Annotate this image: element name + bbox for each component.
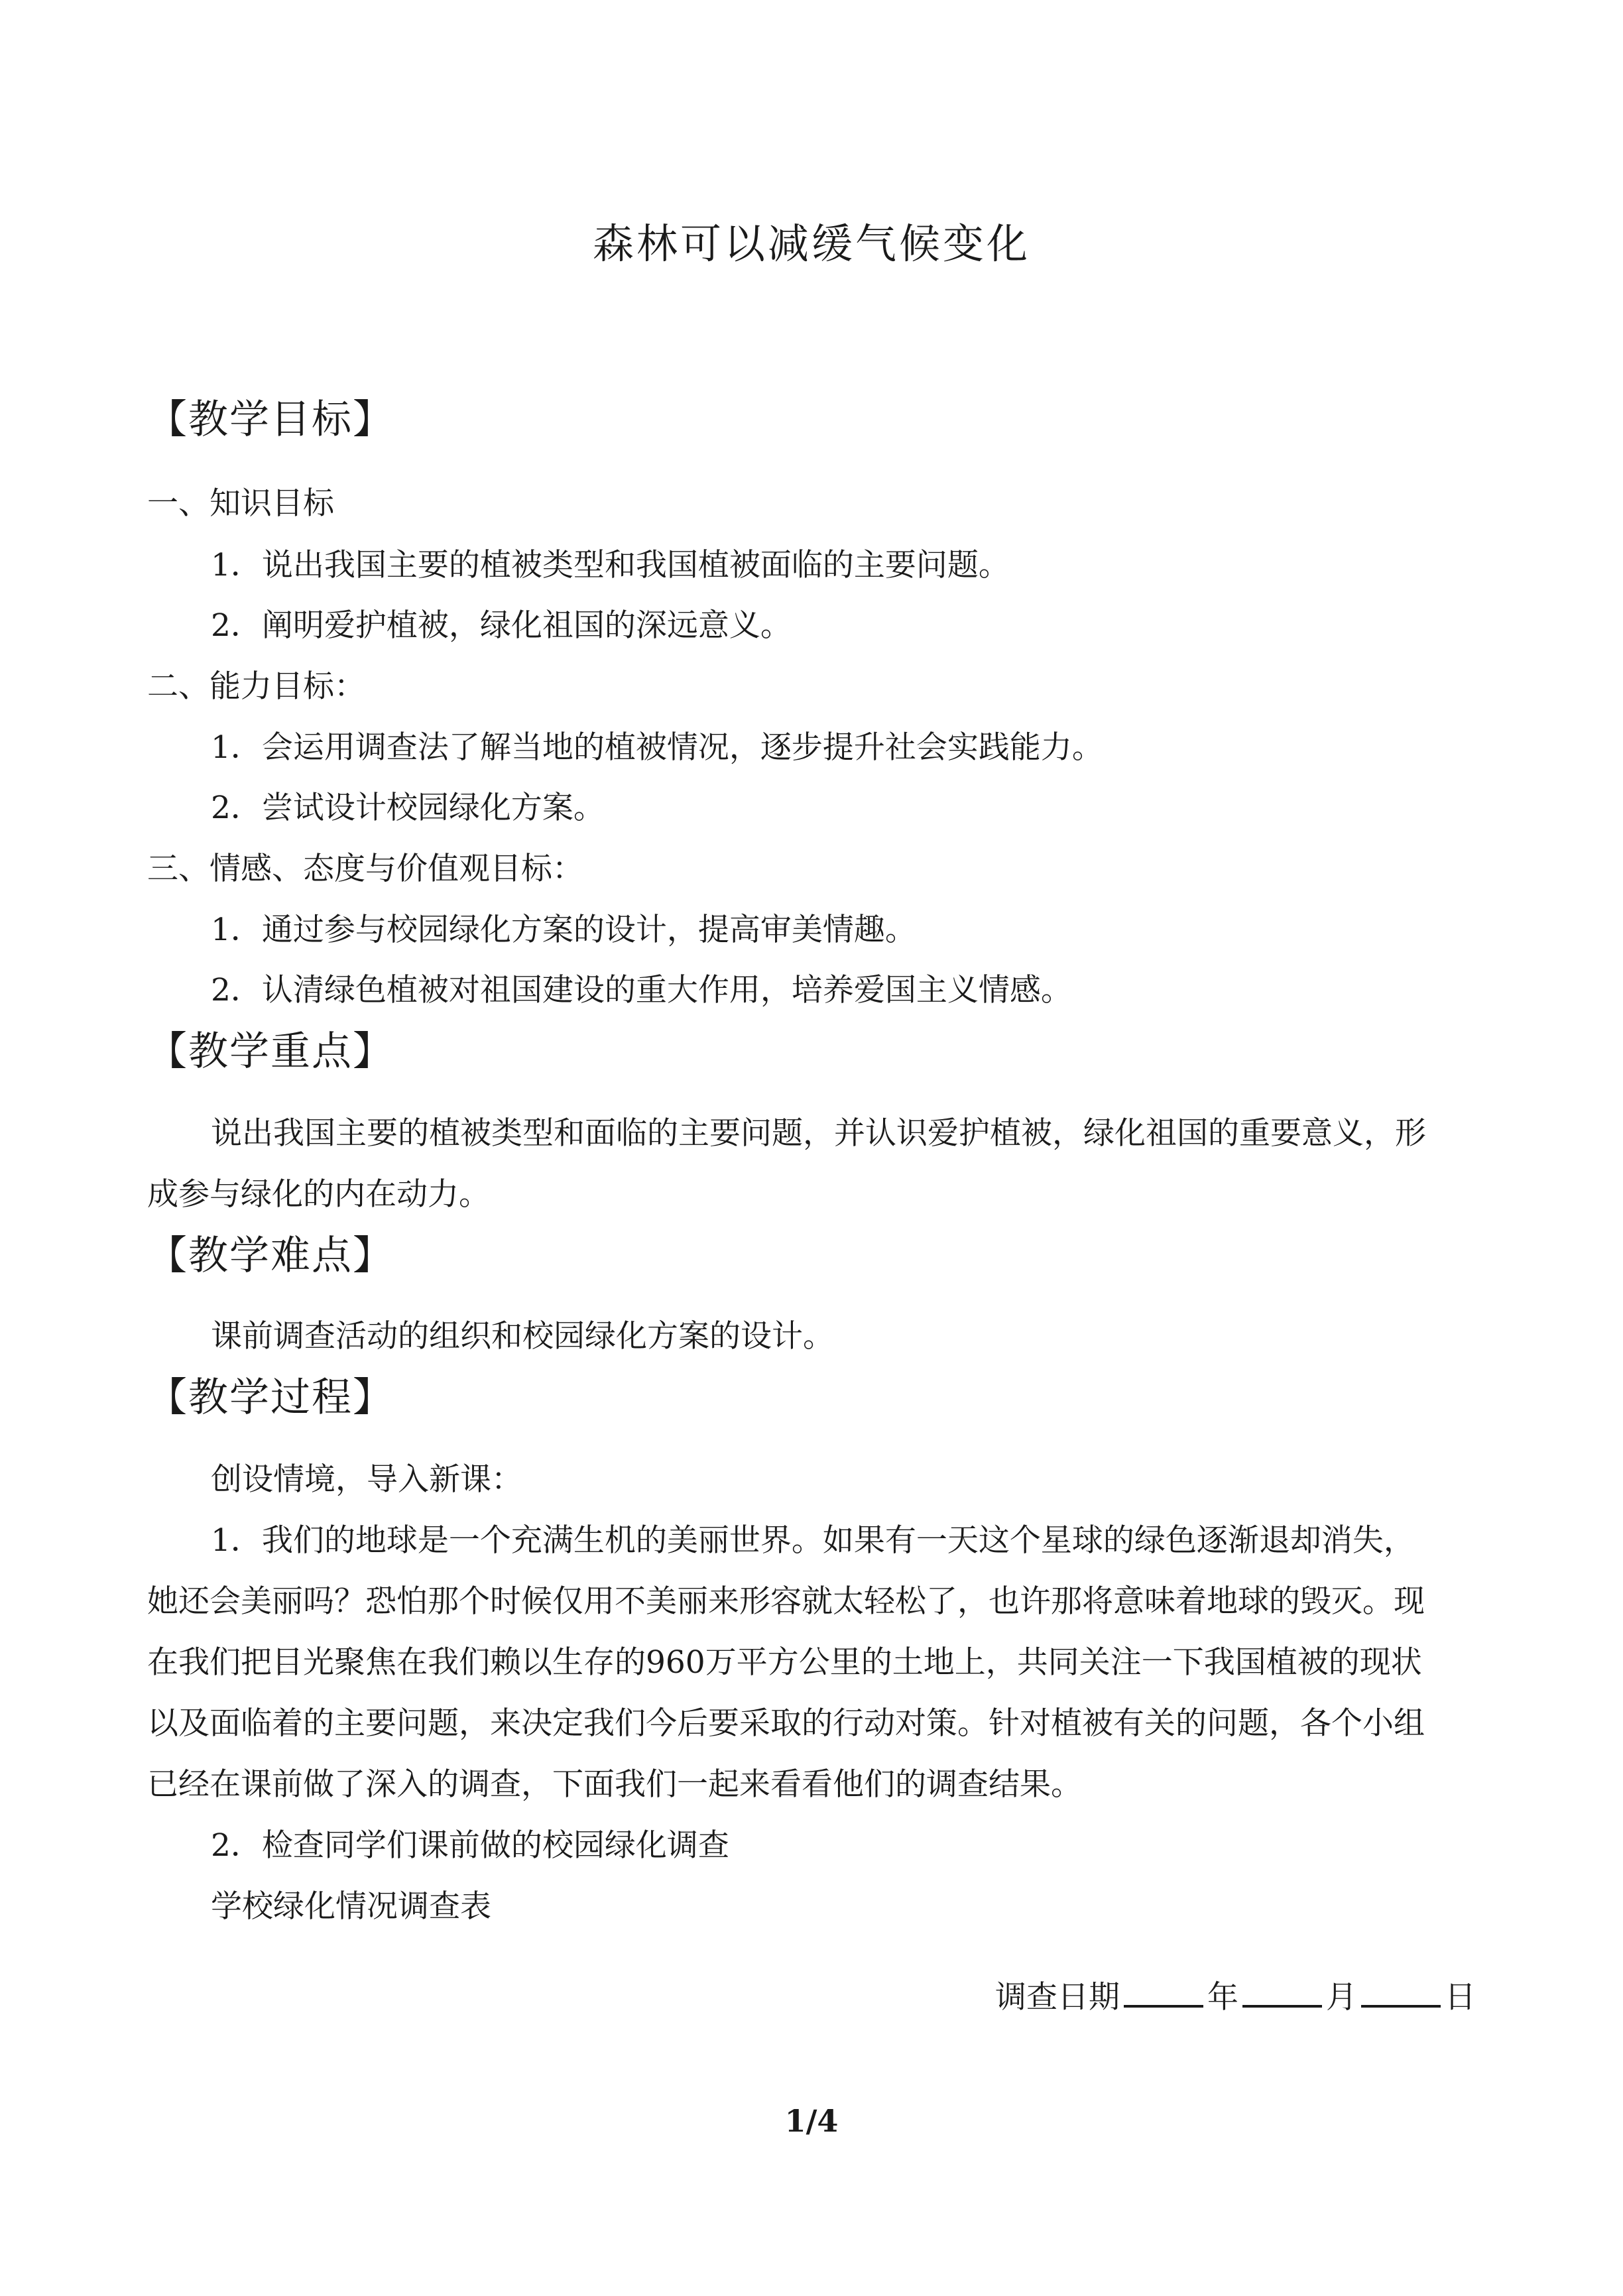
emotion-goal-1: 1．通过参与校园绿化方案的设计，提高审美情趣。: [211, 912, 916, 948]
month-label: 月: [1326, 1979, 1357, 2016]
survey-table-title: 学校绿化情况调查表: [211, 1888, 491, 1925]
ability-goal-2: 2．尝试设计校园绿化方案。: [211, 790, 605, 826]
day-blank[interactable]: [1361, 1978, 1441, 2008]
key-point-line-1: 说出我国主要的植被类型和面临的主要问题，并认识爱护植被，绿化祖国的重要意义，形: [211, 1115, 1426, 1152]
page-number: 1/4: [784, 2103, 839, 2139]
section-heading-difficult: 【教学难点】: [147, 1233, 394, 1279]
knowledge-goal-2: 2．阐明爱护植被，绿化祖国的深远意义。: [211, 607, 792, 644]
section-heading-goals: 【教学目标】: [147, 396, 394, 443]
section-heading-process: 【教学过程】: [147, 1374, 394, 1421]
key-point-line-2: 成参与绿化的内在动力。: [147, 1176, 490, 1213]
document-title: 森林可以减缓气候变化: [592, 219, 1030, 268]
knowledge-goal-heading: 一、知识目标: [147, 485, 334, 522]
year-label: 年: [1207, 1979, 1238, 2016]
process-para-line-3: 在我们把目光聚焦在我们赖以生存的960万平方公里的土地上，共同关注一下我国植被的现状: [147, 1644, 1422, 1681]
ability-goal-heading: 二、能力目标：: [147, 668, 365, 705]
survey-date-label: 调查日期: [995, 1979, 1120, 2016]
process-item-2: 2．检查同学们课前做的校园绿化调查: [211, 1827, 729, 1864]
process-para-line-1: 1．我们的地球是一个充满生机的美丽世界。如果有一天这个星球的绿色逐渐退却消失，: [211, 1522, 1415, 1559]
section-heading-key: 【教学重点】: [147, 1028, 394, 1075]
process-para-line-5: 已经在课前做了深入的调查，下面我们一起来看看他们的调查结果。: [147, 1766, 1082, 1803]
year-blank[interactable]: [1124, 1978, 1203, 2008]
process-para-line-2: 她还会美丽吗？恐怕那个时候仅用不美丽来形容就太轻松了，也许那将意味着地球的毁灭。现: [147, 1583, 1425, 1620]
survey-date-line: [995, 1972, 1476, 2017]
process-para-line-4: 以及面临着的主要问题，来决定我们今后要采取的行动对策。针对植被有关的问题，各个小组: [147, 1705, 1425, 1742]
emotion-goal-2: 2．认清绿色植被对祖国建设的重大作用，培养爱国主义情感。: [211, 972, 1072, 1008]
difficult-point: 课前调查活动的组织和校园绿化方案的设计。: [211, 1318, 834, 1355]
knowledge-goal-1: 1．说出我国主要的植被类型和我国植被面临的主要问题。: [211, 547, 1010, 583]
day-label: 日: [1445, 1979, 1476, 2016]
process-intro: 创设情境，导入新课：: [211, 1461, 522, 1498]
month-blank[interactable]: [1242, 1978, 1322, 2008]
emotion-goal-heading: 三、情感、态度与价值观目标：: [147, 851, 583, 887]
ability-goal-1: 1．会运用调查法了解当地的植被情况，逐步提升社会实践能力。: [211, 729, 1103, 766]
